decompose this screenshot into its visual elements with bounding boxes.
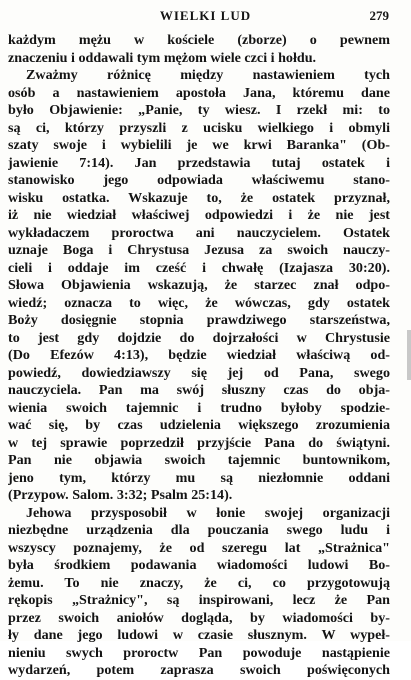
text-line: rękopis „Strażnicy", są inspirowani, lecz że Pan: [8, 592, 390, 608]
text-line: stanowisko jego odpowiada właściwemu stano-: [8, 172, 390, 188]
text-line: wienia swoich tajemnic i trudno byłoby spodzie-: [8, 399, 390, 416]
text-line: szaty swoje i wybielili je we krwi Baranka" (Ob-: [8, 137, 390, 153]
text-line: znaczeniu i oddawali tym mężom wiele czci i hołdu.: [8, 49, 317, 66]
text-line: uznaje Boga i Chrystusa Jezusa za swoich nauczy-: [8, 242, 390, 258]
text-line: wać się, by czas udzielenia większego zrozumienia: [8, 417, 390, 433]
text-line: wisku ostatka. Wskazuje to, że ostatek przyznał,: [8, 189, 390, 206]
text-line: są ci, którzy przyszli z ucisku wielkiego i obmyli: [8, 119, 390, 136]
text-line: jawienie 7:14). Jan przedstawia tutaj ostatek i: [8, 154, 390, 171]
text-line: wiedź; oznacza to więc, że wówczas, gdy ostatek: [8, 294, 390, 311]
text-line: niezbędne urządzenia dla pouczania swego ludu i: [8, 522, 390, 538]
text-line: było Objawienie: „Panie, ty wiesz. I rzekł mi: to: [8, 102, 390, 118]
text-line: jeno tym, którzy mu są niezłomnie oddani: [8, 469, 390, 486]
text-line: wykładaczem proroctwa ani nauczycielem. Ostatek: [8, 224, 390, 241]
text-line: żemu. To nie znaczy, że ci, co przygotowują: [8, 574, 390, 591]
text-line: ły dane jego ludowi w czasie słusznym. W wypeł-: [8, 627, 390, 643]
text-line: była środkiem podawania wiadomości ludowi Bo-: [8, 557, 390, 573]
text-line: każdym mężu w kościele (zborze) o pewnem: [8, 32, 390, 48]
text-line: to jest gdy dojdzie do dojrzałości w Chrystusie: [8, 329, 390, 346]
text-line: (Przypow. Salom. 3:32; Psalm 25:14).: [8, 487, 233, 503]
text-line: osób a nastawieniem apostoła Jana, któremu dane: [8, 84, 390, 101]
text-line: wszyscy poznajemy, że od szeregu lat „Strażnica": [8, 539, 390, 556]
text-line: iż nie wiedział właściwej odpowiedzi i że nie jest: [8, 207, 390, 223]
text-line: powiedź, dowiedziawszy się jej od Pana, swego: [8, 364, 390, 381]
body-text: [8, 32, 390, 680]
running-title: WIELKI LUD: [159, 8, 252, 23]
text-line: Słowa Objawienia wskazują, że starzec znał odpo-: [8, 277, 390, 293]
text-line: przez swoich aniołów dogląda, by wiadomości by-: [8, 609, 390, 626]
paragraph-first-line: Jehowa przysposobił w łonie swojej organizacji: [26, 504, 390, 521]
text-line: (Do Efezów 4:13), będzie wiedział właściwą od-: [8, 347, 390, 363]
page-edge-shadow: [407, 330, 411, 380]
text-line: w tej sprawie poprzedził przyjście Pana do świątyni.: [8, 434, 390, 451]
text-line: nauczyciela. Pan ma swój słuszny czas do obja-: [8, 382, 390, 398]
text-line: cieli i oddaje im cześć i chwałę (Izajasza 30:20).: [8, 259, 390, 276]
paragraph-first-line: Zważmy różnicę między nastawieniem tych: [26, 67, 390, 83]
text-line: Pan nie objawia swoich tajemnic buntownikom,: [8, 452, 390, 468]
page-number: 279: [369, 8, 389, 23]
text-line: wydarzeń, potem zaprasza swoich poświęconych: [8, 662, 390, 678]
text-line: Boży dosięgnie stopnia prawdziwego starszeństwa,: [8, 312, 390, 328]
running-head: [0, 8, 411, 24]
text-line: nieniu swych proroctw Pan powoduje nastąpienie: [8, 644, 390, 661]
